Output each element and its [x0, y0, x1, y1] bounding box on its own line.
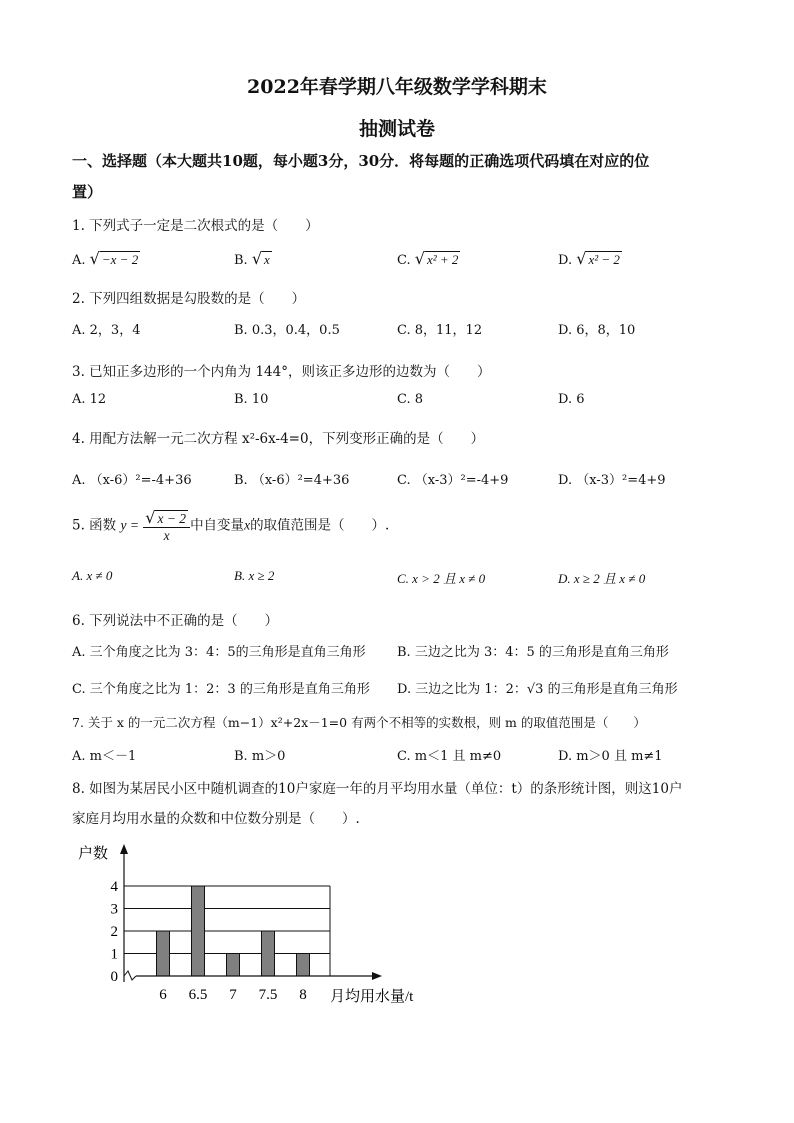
- question-2-option-c[interactable]: C. 8，11，12: [397, 323, 483, 338]
- question-2-option-b[interactable]: B. 0.3，0.4，0.5: [234, 323, 340, 338]
- y-tick-label: 3: [110, 901, 118, 918]
- section-heading: 一、选择题（本大题共10题，每小题3分，30分．将每题的正确选项代码填在对应的位: [72, 152, 650, 170]
- question-2-option-a[interactable]: A. 2，3，4: [72, 323, 141, 338]
- y-axis-arrow-icon: [120, 844, 128, 854]
- x-tick-label: 7.5: [258, 987, 278, 1003]
- question-5-option-d[interactable]: D. x ≥ 2 且 x ≠ 0: [558, 571, 646, 586]
- question-8-stem-cont: 家庭月均用水量的众数和中位数分别是（ ）.: [72, 811, 360, 827]
- question-1-stem: 1. 下列式子一定是二次根式的是（ ）: [72, 218, 319, 234]
- y-tick-label: 2: [110, 924, 118, 940]
- y-tick-label: 4: [110, 879, 118, 895]
- exam-title-line1: 2022年春学期八年级数学学科期末: [247, 76, 547, 98]
- question-1-option-a[interactable]: A. √ −x − 2: [72, 249, 139, 268]
- question-5-option-a[interactable]: A. x ≠ 0: [72, 568, 113, 583]
- section-heading-cont: 置）: [72, 183, 103, 201]
- axis-break-icon: [124, 971, 136, 980]
- question-2-option-d[interactable]: D. 6，8，10: [558, 323, 636, 338]
- y-axis-title: 户数: [78, 846, 109, 862]
- question-4-option-d[interactable]: D. （x-3）²=4+9: [558, 473, 666, 488]
- bar-7.5: [262, 931, 275, 976]
- question-4-option-c[interactable]: C. （x-3）²=-4+9: [397, 473, 509, 488]
- radical-icon: √: [251, 249, 263, 268]
- exam-title-line2: 抽测试卷: [358, 118, 435, 140]
- x-tick-label: 7: [229, 987, 237, 1003]
- bar-8: [297, 954, 310, 977]
- x-tick-label: 6.5: [188, 987, 208, 1003]
- question-1-option-b[interactable]: B. √ x: [234, 249, 270, 268]
- x-tick-label: 6: [159, 987, 167, 1003]
- bar-7: [227, 954, 240, 977]
- radical-icon: √: [89, 249, 100, 268]
- x-axis-arrow-icon: [372, 972, 382, 980]
- question-4-stem: 4. 用配方法解一元二次方程 x²-6x-4=0，下列变形正确的是（ ）: [72, 431, 485, 447]
- question-8-stem: 8. 如图为某居民小区中随机调查的10户家庭一年的月平均用水量（单位：t）的条形统计图，则这10户: [72, 781, 683, 797]
- bar-6.5: [192, 886, 205, 976]
- bar-chart: [70, 838, 450, 1013]
- question-1-option-c[interactable]: C. √ x² + 2: [397, 249, 459, 268]
- question-6-option-c[interactable]: C. 三个角度之比为 1：2：3 的三角形是直角三角形: [72, 682, 370, 697]
- question-3-option-a[interactable]: A. 12: [72, 392, 107, 407]
- chart-labels: [78, 845, 414, 1005]
- question-7-option-d[interactable]: D. m＞0 且 m≠1: [558, 749, 663, 764]
- bar-6: [157, 931, 170, 976]
- question-5-stem: 5. 函数 y = $\frac{√ x - 2}{x}$ 中自变量x的取值范围是（ ）.: [72, 508, 390, 543]
- y-tick-label: 0: [110, 969, 118, 985]
- function-fraction: $\frac{√ x - 2}{x}$: [143, 508, 190, 544]
- question-6-option-d[interactable]: D. 三边之比为 1：2：√3 的三角形是直角三角形: [397, 682, 678, 697]
- radical-icon: √: [414, 249, 425, 268]
- question-7-option-b[interactable]: B. m＞0: [234, 749, 286, 764]
- question-3-option-c[interactable]: C. 8: [397, 392, 424, 407]
- question-3-option-b[interactable]: B. 10: [234, 392, 269, 407]
- question-2-stem: 2. 下列四组数据是勾股数的是（ ）: [72, 291, 306, 307]
- question-3-stem: 3. 已知正多边形的一个内角为 144°，则该正多边形的边数为（ ）: [72, 364, 491, 380]
- question-4-option-a[interactable]: A. （x-6）²=-4+36: [72, 473, 192, 488]
- x-tick-label: 8: [299, 987, 307, 1003]
- y-tick-label: 1: [110, 946, 118, 963]
- question-4-option-b[interactable]: B. （x-6）²=4+36: [234, 473, 350, 488]
- radical-icon: √: [576, 249, 587, 268]
- question-5-option-b[interactable]: B. x ≥ 2: [234, 568, 275, 583]
- question-1-option-d[interactable]: D. √ x² − 2: [558, 249, 620, 268]
- question-6-option-b[interactable]: B. 三边之比为 3：4：5 的三角形是直角三角形: [397, 645, 669, 660]
- question-3-option-d[interactable]: D. 6: [558, 392, 585, 407]
- x-axis-title: 月均用水量/t: [330, 989, 414, 1005]
- question-7-option-a[interactable]: A. m＜－1: [72, 749, 137, 764]
- question-7-option-c[interactable]: C. m＜1 且 m≠0: [397, 749, 502, 764]
- question-6-stem: 6. 下列说法中不正确的是（ ）: [72, 613, 279, 629]
- question-5-option-c[interactable]: C. x > 2 且 x ≠ 0: [397, 571, 486, 586]
- question-7-stem: 7. 关于 x 的一元二次方程（m−1）x²+2x－1=0 有两个不相等的实数根，则 m 的取值范围是（ ）: [72, 715, 646, 730]
- question-6-option-a[interactable]: A. 三个角度之比为 3：4：5的三角形是直角三角形: [72, 645, 366, 660]
- radical-icon: √: [145, 508, 156, 527]
